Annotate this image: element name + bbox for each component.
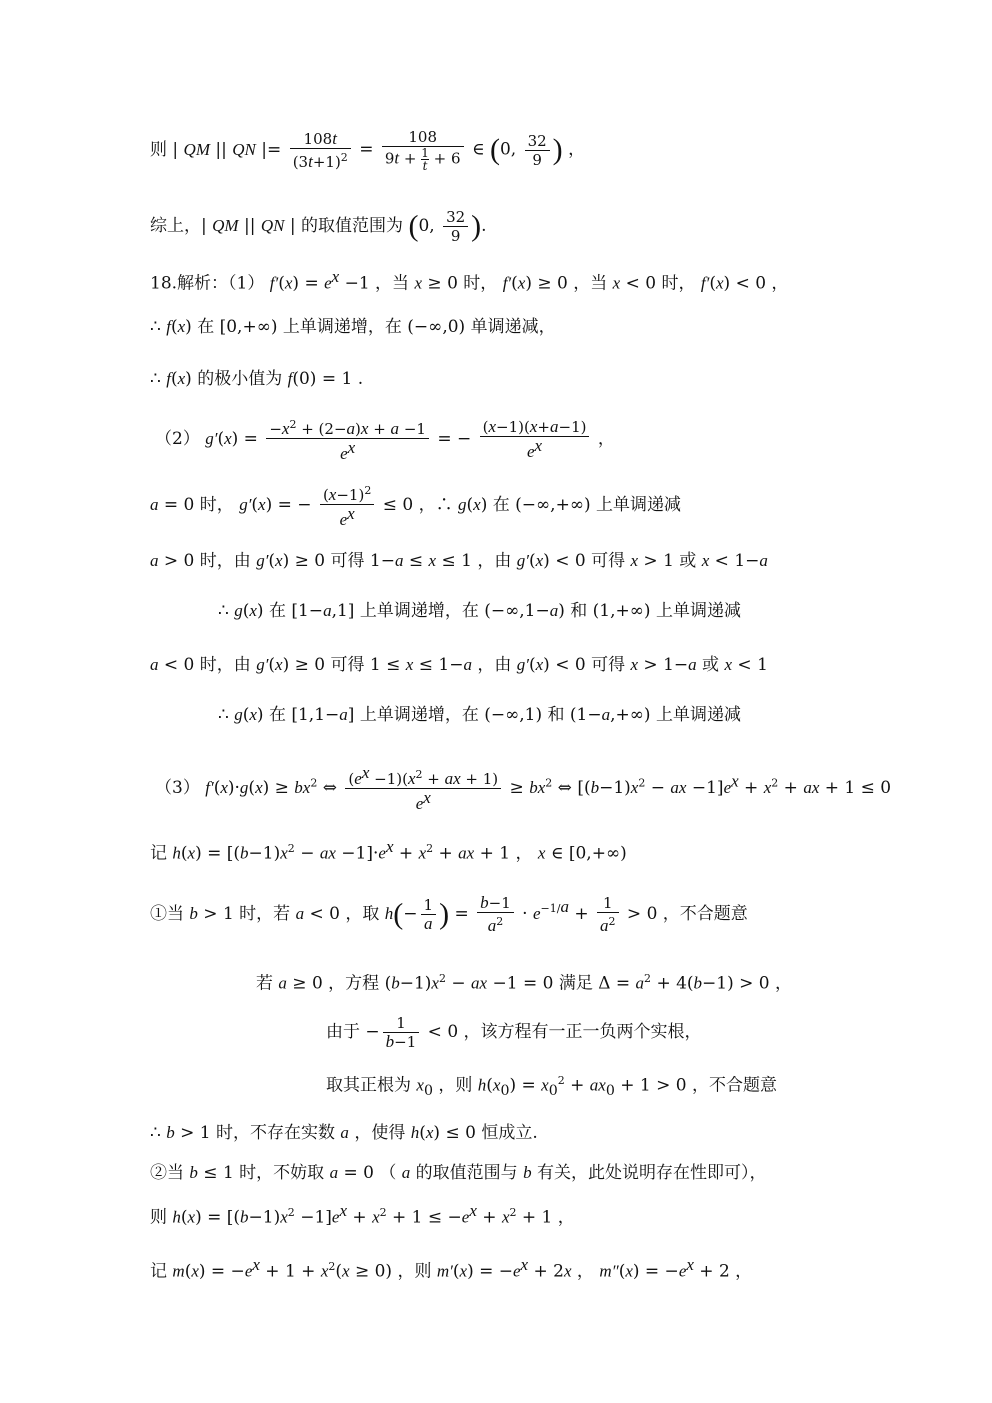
line-21: 记 $m(x) = -e^x + 1 + x^2(x \ge 0)$ ，则 $m'(x) = -e^x + 2x$ ， $m''(x) = -e^x + 2$ ， [150,1255,753,1282]
line-4: ∴ f(x) 在 [0,+∞) 上单调递增，在 (−∞,0) 单调递减， [150,317,556,337]
line-18: ∴ b > 1 时，不存在实数 a ，使得 h(x) ≤ 0 恒成立. [150,1123,538,1143]
line-11: ∴ g(x) 在 [1,1−a] 上单调递增，在 (−∞,1) 和 (1−a,+∞) 上单调递减 [218,705,741,725]
line-6: （2） g′(x) = $\frac{-x^2 + (2-a)x + a -1}{e^x}$ = − $\frac{(x-1)(x+a-1)}{e^x}$ ， [155,417,615,463]
line-5: ∴ f(x) 的极小值为 f(0) = 1 . [150,369,364,389]
line-1: 则 | QM || QN |= $\frac{108t}{(3t+1)^2}$ = 108 9t + $\frac{1}{t}$ + 6 ∈ (0, $\frac{32}{9}$ ) ， [150,128,586,173]
fraction: 108 9t + $\frac{1}{t}$ + 6 [382,128,464,172]
fraction: $\frac{108t}{(3t+1)^2}$ [290,130,351,171]
line-19: ②当 b ≤ 1 时，不妨取 a = 0 （ a 的取值范围与 b 有关，此处说明存在性即可）， [150,1163,767,1183]
line-8: a > 0 时，由 g′(x) ≥ 0 可得 1−a ≤ x ≤ 1 ，由 g′(x) < 0 可得 x > 1 或 x < 1−a [150,551,768,571]
line-20: 则 $h(x) = [(b-1)x^2 -1]e^x + x^2 + 1 \le -e^x + x^2 + 1$ ， [150,1201,575,1228]
line-12: （3） $f'(x)\cdot g(x) \ge bx^2$ ⇔ $\frac{(e^x -1)(x^2 + ax + 1)}{e^x}$ ≥ $bx^2$ ⇔ [$(b-1)x^2$ − ax $-1]e^x + x^2$ + ax + 1 ≤ 0 [155,763,892,813]
line-10: a < 0 时，由 g′(x) ≥ 0 可得 1 ≤ x ≤ 1−a ，由 g′(x) < 0 可得 x > 1−a 或 x < 1 [150,655,768,675]
line-9: ∴ g(x) 在 [1−a,1] 上单调递增，在 (−∞,1−a) 和 (1,+∞) 上单调递减 [218,601,741,621]
line-14: ①当 b > 1 时，若 a < 0 ，取 h(− $\frac{1}{a}$ ) = $\frac{b-1}{a^2}$ · $e^{-1/a}$ + $\frac{1}{a^2}$ > 0 ，不合题意 [150,893,748,935]
line-17: 取其正根为 $x_0$ ，则 $h(x_0) = x_0^2 + ax_0 + 1 > 0$ ，不合题意 [326,1074,777,1100]
line-2: 综上，| QM || QN | 的取值范围为 (0, $\frac{32}{9}$ ). [150,208,487,245]
line-1-text: 则 | QM || QN |= [150,139,282,160]
line-16: 由于 − $\frac{1}{b-1}$ < 0 ，该方程有一正一负两个实根， [326,1014,702,1051]
line-15: 若 a ≥ 0 ，方程 $(b-1)x^2$ − ax −1 = 0 满足 $\Delta = a^2 + 4(b-1) > 0$ ， [256,972,793,994]
line-13: 记 $h(x) = [(b-1)x^2$ − ax $-1]\cdot e^x + x^2$ + ax + 1 ， x ∈ [0,+∞) [150,837,627,864]
line-3: 18.解析：（1） $f'(x) = e^x -1$ ，当 x ≥ 0 时， f′(x) ≥ 0 ，当 x < 0 时， f′(x) < 0 ， [150,267,789,294]
line-7: a = 0 时， g′(x) = − $\frac{(x-1)^2}{e^x}$ ≤ 0 ，∴ g(x) 在 (−∞,+∞) 上单调递减 [150,484,682,529]
